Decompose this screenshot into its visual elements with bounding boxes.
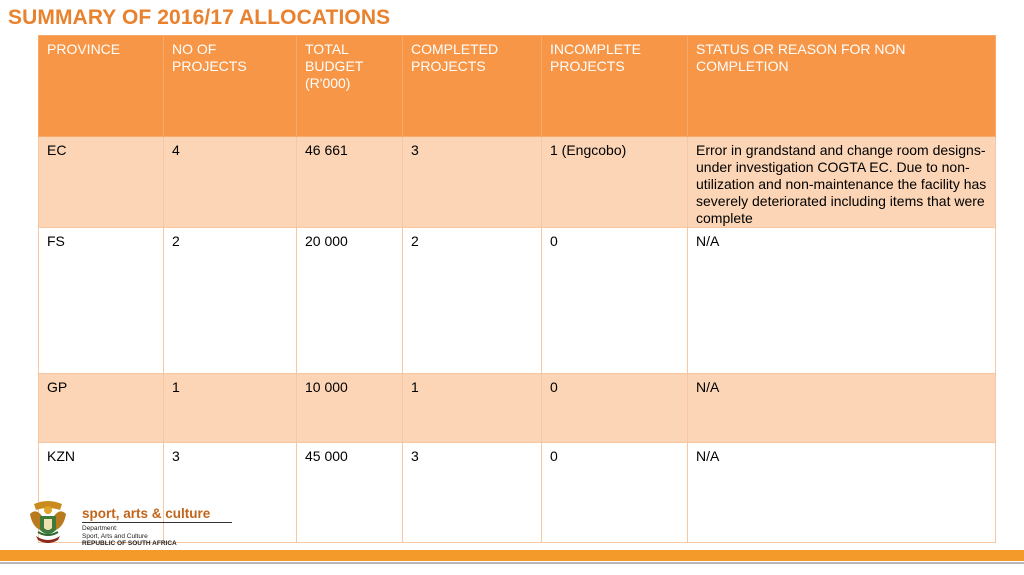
cell-total-budget: 10 000 <box>297 374 403 443</box>
department-logo <box>26 500 236 548</box>
coat-of-arms-icon <box>26 500 70 546</box>
header-province: PROVINCE <box>39 36 164 137</box>
cell-province: EC <box>39 137 164 228</box>
allocations-table <box>38 35 996 543</box>
header-status-reason: STATUS OR REASON FOR NON COMPLETION <box>688 36 996 137</box>
table-row <box>39 137 996 228</box>
page-title: SUMMARY OF 2016/17 ALLOCATIONS <box>8 6 391 29</box>
cell-total-budget: 46 661 <box>297 137 403 228</box>
cell-incomplete: 0 <box>542 228 688 374</box>
cell-total-budget: 20 000 <box>297 228 403 374</box>
cell-status: N/A <box>688 443 996 543</box>
department-label: Department: <box>82 525 118 532</box>
cell-total-budget: 45 000 <box>297 443 403 543</box>
cell-province: KZN <box>39 443 164 543</box>
header-completed-projects: COMPLETED PROJECTS <box>403 36 542 137</box>
department-name: Sport, Arts and Culture <box>82 532 148 540</box>
cell-incomplete: 0 <box>542 443 688 543</box>
brand-name: sport, arts & culture <box>82 506 232 523</box>
footer-divider <box>0 562 1024 564</box>
department-text <box>82 525 177 548</box>
cell-incomplete: 0 <box>542 374 688 443</box>
cell-completed: 3 <box>403 443 542 543</box>
footer-accent-bar <box>0 550 1024 561</box>
cell-status: N/A <box>688 228 996 374</box>
cell-incomplete: 1 (Engcobo) <box>542 137 688 228</box>
cell-completed: 2 <box>403 228 542 374</box>
cell-no-of-projects: 3 <box>164 443 297 543</box>
cell-no-of-projects: 4 <box>164 137 297 228</box>
cell-no-of-projects: 2 <box>164 228 297 374</box>
header-row <box>39 36 996 137</box>
header-incomplete-projects: INCOMPLETE PROJECTS <box>542 36 688 137</box>
table-row <box>39 374 996 443</box>
cell-status: Error in grandstand and change room designs- under investigation COGTA EC. Due to non-utilization and non-maintenance the facility has severely deteriorated including items that were complete <box>688 137 996 228</box>
cell-province: GP <box>39 374 164 443</box>
cell-status: N/A <box>688 374 996 443</box>
header-no-of-projects: NO OF PROJECTS <box>164 36 297 137</box>
cell-completed: 3 <box>403 137 542 228</box>
cell-no-of-projects: 1 <box>164 374 297 443</box>
country-name: REPUBLIC OF SOUTH AFRICA <box>82 540 177 547</box>
table-row <box>39 228 996 374</box>
header-total-budget: TOTAL BUDGET (R'000) <box>297 36 403 137</box>
cell-completed: 1 <box>403 374 542 443</box>
cell-province: FS <box>39 228 164 374</box>
